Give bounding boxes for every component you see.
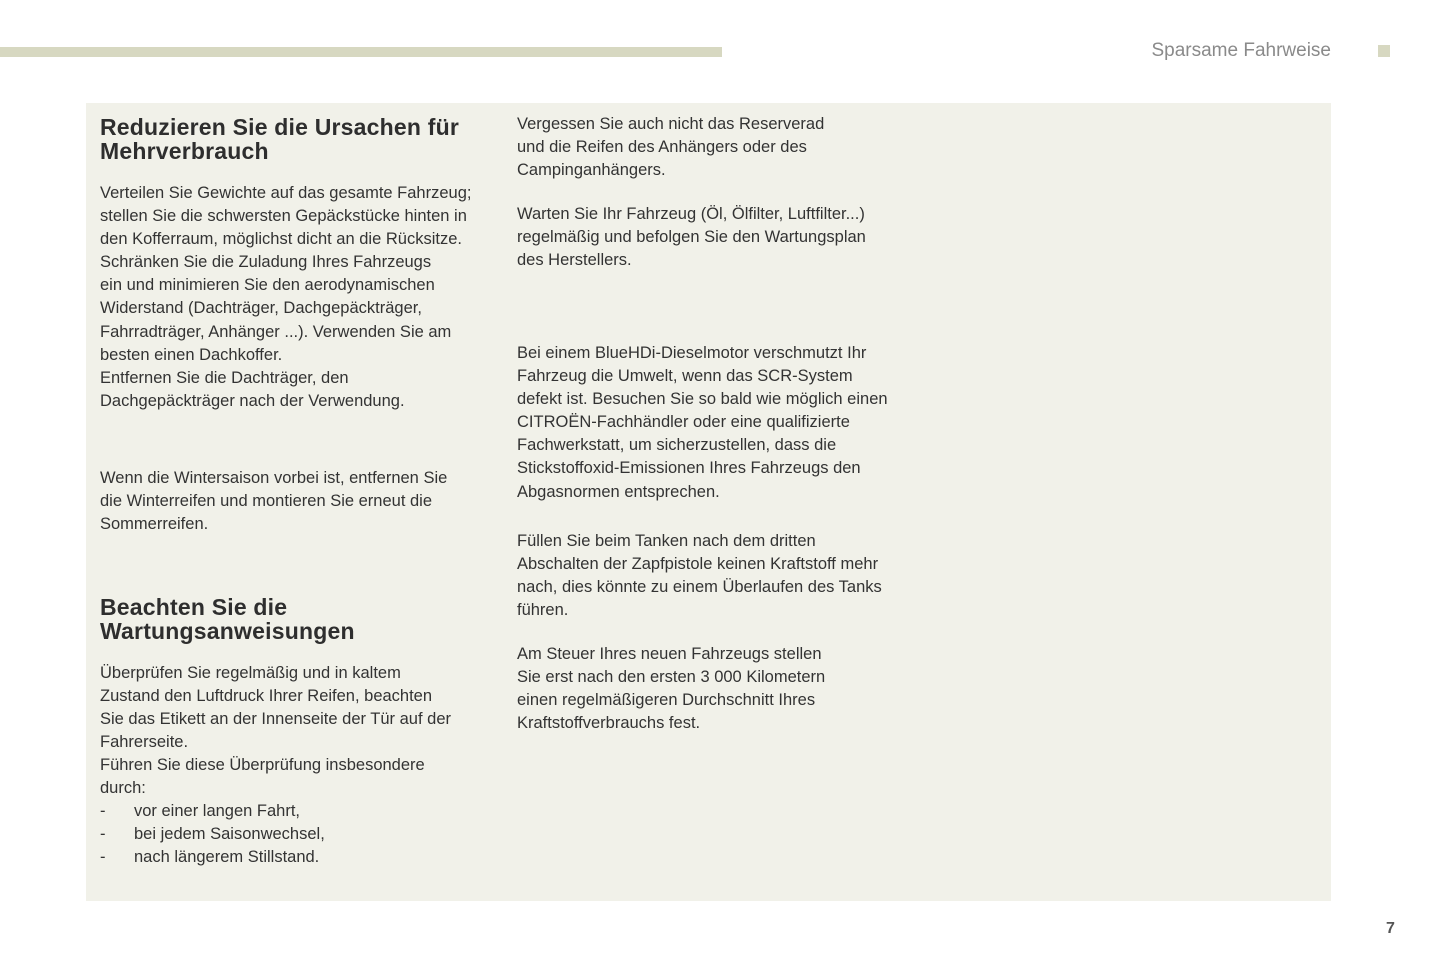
list-item: - nach längerem Stillstand. [100,848,320,867]
paragraph-bluehdi-scr: Bei einem BlueHDi-Dieselmotor verschmutzt Ihr Fahrzeug die Umwelt, wenn das SCR-System defekt ist. Besuchen Sie so bald wie möglich einen CITROËN-Fachhändler oder eine qualifizierte Fachwerkstatt, um sicherzustellen, dass die Stickstoffoxid-Emissionen Ihres Fahrzeugs den Abgasnormen entsprechen. [517,344,888,501]
list-item: - bei jedem Saisonwechsel, [100,825,325,844]
page-number: 7 [1386,920,1395,937]
list-item: - vor einer langen Fahrt, [100,802,301,820]
check-occasions-list [100,800,325,869]
section-title: Sparsame Fahrweise [1151,40,1331,61]
paragraph-refuelling: Füllen Sie beim Tanken nach dem dritten Abschalten der Zapfpistole keinen Kraftstoff mehr nach, dies könnte zu einem Überlaufen des Tanks führen. [517,532,882,620]
paragraph-tyre-pressure: Überprüfen Sie regelmäßig und in kaltem Zustand den Luftdruck Ihrer Reifen, beachten Sie das Etikett an der Innenseite der Tür auf der Fahrerseite. Führen Sie diese Überprüfung insbesondere durch: [100,664,451,798]
heading-maintenance: Beachten Sie die Wartungsanweisungen [100,594,355,644]
paragraph-fuel-average: Am Steuer Ihres neuen Fahrzeugs stellen Sie erst nach den ersten 3 000 Kilometern einen regelmäßigeren Durchschnitt Ihres Kraftstoffverbrauchs fest. [517,645,826,733]
header-square-marker [1378,45,1390,57]
paragraph-weight-distribution: Verteilen Sie Gewichte auf das gesamte Fahrzeug; stellen Sie die schwersten Gepäckstücke hinten in den Kofferraum, möglichst dicht an die Rücksitze. Schränken Sie die Zuladung Ihres Fahrzeugs ein und minimieren Sie den aerodynamischen Widerstand (Dachträger, Dachgepäckträger, Fahrradträger, Anhänger ...). Verwenden Sie am besten einen Dachkoffer. Entfernen Sie die Dachträger, den Dachgepäckträger nach der Verwendung. [100,184,472,410]
paragraph-service-plan: Warten Sie Ihr Fahrzeug (Öl, Ölfilter, Luftfilter...) regelmäßig und befolgen Sie den Wartungsplan des Herstellers. [517,205,866,270]
header-decor-bar [0,47,722,57]
paragraph-winter-tyres: Wenn die Wintersaison vorbei ist, entfernen Sie die Winterreifen und montieren Sie erneut die Sommerreifen. [100,469,448,534]
heading-reduce-consumption: Reduzieren Sie die Ursachen für Mehrverbrauch [100,114,459,164]
paragraph-spare-wheel: Vergessen Sie auch nicht das Reserverad und die Reifen des Anhängers oder des Campinganhängers. [517,115,825,180]
